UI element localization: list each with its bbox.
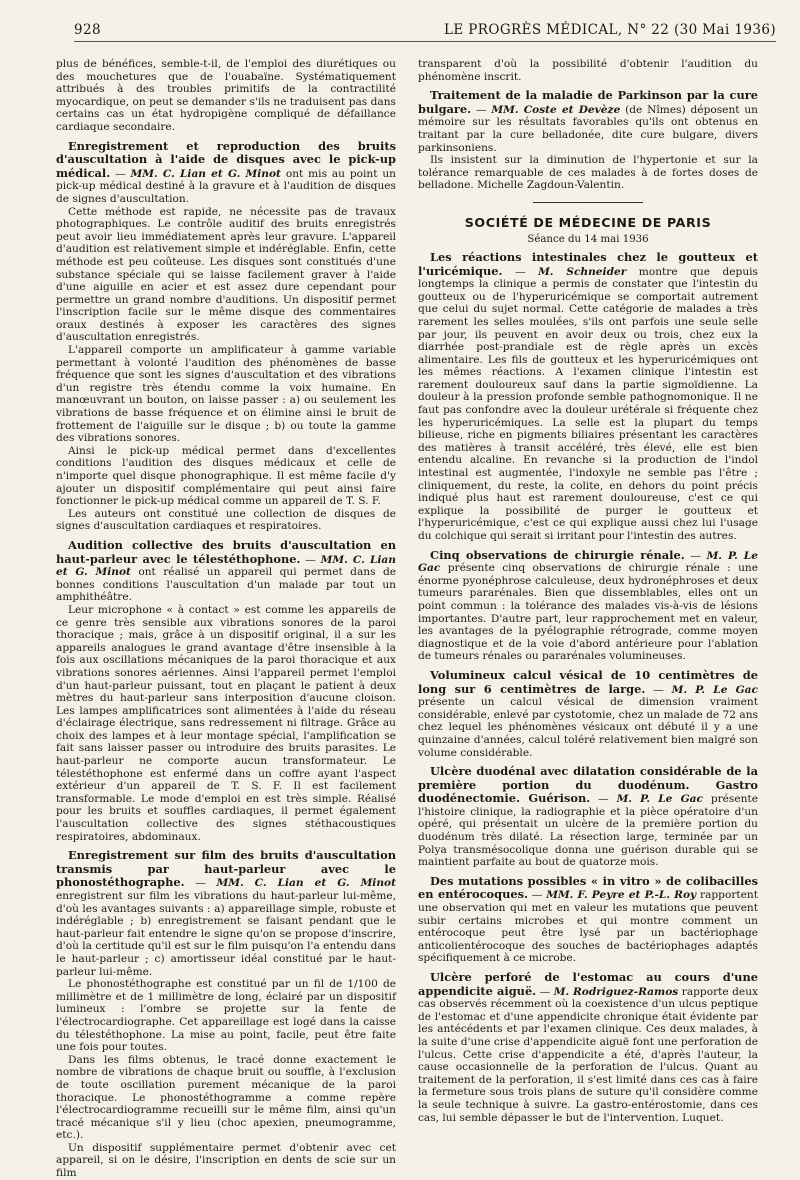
- paragraph: Dans les films obtenus, le tracé donne exactement le nombre de vibrations de chaque bruit ou souffle, à l'exclusion de toute oscillation purement mécanique de la paroi thoracique. Le phonostéthogramme a comme repère l'électrocardiogramme recueilli sur le même film, ainsi qu'un tracé mécanique s'il y lieu (choc apexien, pneumogramme, etc.).: [56, 1053, 396, 1142]
- society-title: SOCIÉTÉ DE MÉDECINE DE PARIS: [464, 214, 712, 230]
- section-divider: [533, 202, 643, 203]
- right-column: [418, 58, 758, 1124]
- paragraph: Le phonostéthographe est constitué par un fil de 1/100 de millimètre et de 1 millimètre de long, éclairé par un dispositif lumineux : l'ombre se projette sur la fente de l'électrocardiographe. Cet appareillage est logé dans la caisse du télestéthophone. La mise au point, facile, peut être faite une fois pour toutes.: [56, 978, 396, 1054]
- paragraph: Les auteurs ont constitué une collection de disques de signes d'auscultation cardiaques et respiratoires.: [56, 507, 396, 533]
- article-authors: M. Rodriguez-Ramos: [553, 985, 679, 998]
- running-title: LE PROGRÈS MÉDICAL, N° 22 (30 Mai 1936): [444, 22, 776, 38]
- paragraph: Ainsi le pick-up médical permet dans d'excellentes conditions l'audition des disques médicaux et celle de n'importe quel disque phonographique. Il est même facile d'y ajouter un dispositif complémentaire qui peut ainsi faire fonctionner le pick-up médical comme un appareil de T. S. F.: [56, 444, 396, 508]
- article-authors: MM. C. Lian et G. Minot: [216, 877, 396, 890]
- paragraph: Cette méthode est rapide, ne nécessite pas de travaux photographiques. Le contrôle auditif des bruits enregistrés peut avoir lieu immédiatement après leur gravure. L'appareil d'audition est relativement simple et indéréglable. Enfin, cette méthode est peu coûteuse. Les disques sont constitués d'une substance spéciale qui se laisse facilement graver à l'aide d'une aiguille en acier et est assez dure cependant pour permettre un grand nombre d'auditions. Un dispositif permet l'inscription facile sur le même disque des commentaires oraux destinés à exposer les caractères des signes d'auscultation enregistrés.: [56, 205, 396, 344]
- article-chirurgie-renale: Cinq observations de chirurgie rénale. — M. P. Le Gac présente cinq observations de chirurgie rénale : une énorme pyonéphrose calculeuse, deux hydronéphroses et deux tumeurs pararénales. Bien que dissemblables, elles ont un point commun : la tolérance des malades vis-à-vis de lésions importantes. D'autre part, leur rapprochement met en valeur, les avantages de la pyélographie rétrograde, comme moyen diagnostique et de la voie d'abord antérieure pour l'ablation de tumeurs rénales ou pararénales volumineuses.: [418, 547, 758, 663]
- article-authors: M. P. Le Gac: [616, 793, 703, 806]
- article-reactions-intestinales: Les réactions intestinales chez le goutteux et l'uricémique. — M. Schneider montre que depuis longtemps la clinique a permis de constater que l'intestin du goutteux ou de l'hyperuricémique se comportait autrement que celui du sujet normal. Cette catégorie de malades a très rarement les selles moulées, s'ils ont parfois une seule selle par jour, ils peuvent en avoir deux ou trois, chez eux la diarrhée post-prandiale est de règle après un excès alimentaire. Les fils de goutteux et les hyperuricémiques ont les mêmes réactions. A l'examen clinique l'intestin est rarement douloureux sauf dans la partie sigmoïdienne. La douleur à la pression profonde semble pathognomonique. Il ne faut pas confondre avec la douleur urétérale si fréquente chez les hyperuricémiques. La selle est la plupart du temps bilieuse, riche en pigments biliaires présentant les caractères des matières à transit accéléré, très élevé, elle est bien entendu alcaline. En revanche si la production de l'indol intestinal est augmentée, l'indoxyle ne semble pas l'être ; cliniquement, du reste, la colite, en dehors du point précis indiqué plus haut est rarement douloureuse, c'est ce qui explique la possibilité de purger le goutteux et l'hyperuricémique, c'est ce qui explique aussi chez lui l'usage du colchique qui serait si irritant pour l'intestin des autres.: [418, 249, 758, 542]
- article-parkinson: Traitement de la maladie de Parkinson par la cure bulgare. — MM. Coste et Devèze (de Nîmes) déposent un mémoire sur les résultats favorables qu'ils ont obtenus en traitant par la cure belladonée, dite cure bulgare, divers parkinsoniens.: [418, 88, 758, 154]
- article-telestethophone: Audition collective des bruits d'auscultation en haut-parleur avec le télestéthophone. — MM. C. Lian et G. Minot ont réalisé un appareil qui permet dans de bonnes conditions l'auscultation d'un malade par tout un amphithéâtre.: [56, 537, 397, 604]
- article-authors: MM. C. Lian et G. Minot: [56, 553, 396, 579]
- article-ulcere-perfore: Ulcère perforé de l'estomac au cours d'une appendicite aiguë. — M. Rodriguez-Ramos rapporte deux cas observés récemment où la coexistence d'un ulcus peptique de l'estomac et d'une appendicite chronique était évidente par les antécédents et par l'examen clinique. Ces deux malades, à la suite d'une crise d'appendicite aiguë font une perforation de l'ulcus. Cette crise d'appendicite a été, d'après l'auteur, la cause occasionnelle de la perforation de l'ulcus. Quant au traitement de la perforation, il s'est limité dans ces cas à faire la fermeture sous trois plans de suture qu'il considère comme la seule technique à suivre. La gastro-entérostomie, dans ces cas, lui semble dépasser le but de l'intervention. Luquet.: [418, 970, 758, 1124]
- article-calcul-vesical: Volumineux calcul vésical de 10 centimètres de long sur 6 centimètres de large. — M. P. Le Gac présente un calcul vésical de dimension vraiment considérable, enlevé par cystotomie, chez un malade de 72 ans chez lequel les phénomènes vésicaux ont débuté il y a une quinzaine d'années, calcul toléré relativement bien malgré son volume considérable.: [418, 667, 758, 759]
- signature: Michelle Zagdoun-Valentin.: [477, 179, 625, 192]
- paragraph: Leur microphone « à contact » est comme les appareils de ce genre très sensible aux vibrations sonores de la paroi thoracique ; mais, grâce à un dispositif original, il a sur les appareils analogues le grand avantage d'être insensible à la fois aux oscillations mécaniques de la paroi thoracique et aux vibrations sonores aériennes. Ainsi l'appareil permet l'emploi d'un haut-parleur puissant, tout en plaçant le patient à deux mètres du haut-parleur sans interposition d'aucune cloison. Les lampes amplificatrices sont alimentées à l'aide du réseau d'éclairage électrique, sans redressement ni filtrage. Grâce au choix des lampes et à leur montage spécial, l'amplification se fait sans laisser passer ou introduire des bruits parasites. Le haut-parleur ne comporte aucun transformateur. Le télestéthophone est enfermé dans un coffre ayant l'aspect extérieur d'un appareil de T. S. F. Il est facilement transformable. Le mode d'emploi en est très simple. Réalisé pour les bruits et souffles cardiaques, il permet également l'auscultation collective des signes stéthacoustiques respiratoires, abdominaux.: [56, 603, 396, 843]
- paragraph: Un dispositif supplémentaire permet d'obtenir avec cet appareil, si on le désire, l'inscription en dents de scie sur un film: [56, 1141, 396, 1180]
- paragraph: Ils insistent sur la diminution de l'hypertonie et sur la tolérance remarquable de ces malades à de fortes doses de belladone. Michelle Zagdoun-Valentin.: [418, 154, 758, 192]
- signature: Luquet.: [682, 1111, 724, 1124]
- article-authors: M. P. Le Gac: [418, 549, 758, 575]
- article-lian-minot-disques: Enregistrement et reproduction des bruits d'auscultation à l'aide de disques avec le pick-up médical. — MM. C. Lian et G. Minot ont mis au point un pick-up médical destiné à la gravure et à l'audition de disques de signes d'auscultation.: [56, 138, 396, 205]
- page-number: 928: [74, 22, 101, 38]
- article-title: Volumineux calcul vésical de 10 centimètres de long sur 6 centimètres de large.: [418, 667, 758, 696]
- article-title: Ulcère perforé de l'estomac au cours d'une appendicite aiguë.: [418, 970, 758, 998]
- article-authors: MM. F. Peyre et P.-L. Roy: [546, 889, 697, 902]
- article-authors: MM. Coste et Devèze: [491, 103, 621, 116]
- article-title: Cinq observations de chirurgie rénale.: [430, 547, 685, 562]
- article-title: Ulcère duodénal avec dilatation considérable de la première portion du duodénum. Gastro duodénectomie. Guérison.: [418, 764, 758, 806]
- page-header: [74, 20, 776, 42]
- article-phonostethographe: Enregistrement sur film des bruits d'auscultation transmis par haut-parleur avec le phonostéthographe. — MM. C. Lian et G. Minot enregistrent sur film les vibrations du haut-parleur lui-même, d'où les avantages suivants : a) appareillage simple, robuste et indéréglable ; b) enregistrement se faisant pendant que le haut-parleur fait entendre le signe qu'on se propose d'inscrire, d'où la certitude qu'il est sur le film puisqu'on l'a entendu dans le haut-parleur ; c) amortisseur idéal constitué par le haut-parleur lui-même.: [56, 848, 396, 978]
- session-date: Séance du 14 mai 1936: [527, 233, 649, 245]
- article-mutations-colibacilles: Des mutations possibles « in vitro » de colibacilles en entérocoques. — MM. F. Peyre et P.-L. Roy rapportent une observation qui met en valeur les mutations que peuvent subir certains microbes et qui montre comment un entérocoque peut être lysé par un bactériophage anticolientérocoque des souches de bactériophages adaptés spécifiquement à ce microbe.: [418, 873, 758, 965]
- left-column: [56, 58, 397, 1180]
- article-title: Des mutations possibles « in vitro » de colibacilles en entérocoques.: [418, 873, 758, 902]
- header-rule: [74, 41, 776, 42]
- article-authors: M. P. Le Gac: [671, 683, 758, 696]
- paragraph: transparent d'où la possibilité d'obtenir l'audition du phénomène inscrit.: [418, 58, 758, 83]
- article-authors: MM. C. Lian et G. Minot: [130, 167, 281, 180]
- article-title: Enregistrement et reproduction des bruits d'auscultation à l'aide de disques avec le pick-up médical.: [56, 138, 396, 180]
- article-authors: M. Schneider: [538, 265, 627, 278]
- article-ulcere-duodenal: Ulcère duodénal avec dilatation considérable de la première portion du duodénum. Gastro duodénectomie. Guérison. — M. P. Le Gac présente l'histoire clinique, la radiographie et la pièce opératoire d'un opéré, qui présentait un ulcère de la première portion du duodénum très dilaté. La résection large, terminée par un Polya transmésocolique donna une guérison durable qui se maintient parfaite au bout de quatorze mois.: [418, 764, 758, 869]
- article-title: Traitement de la maladie de Parkinson par la cure bulgare.: [418, 88, 758, 116]
- article-title: Audition collective des bruits d'auscultation en haut-parleur avec le télestéthophone.: [56, 537, 396, 566]
- article-title: Les réactions intestinales chez le goutteux et l'uricémique.: [418, 249, 758, 278]
- paragraph: plus de bénéfices, semble-t-il, de l'emploi des diurétiques ou des mouchetures que de l'ouabaïne. Systématiquement attribués à des troubles primitifs de la contractilité myocardique, on peut se demander s'ils ne traduisent pas dans certains cas un état hydropigène compliqué de défaillance cardiaque secondaire.: [56, 58, 396, 133]
- article-title: Enregistrement sur film des bruits d'auscultation transmis par haut-parleur avec le phonostéthographe.: [56, 848, 396, 890]
- paragraph: L'appareil comporte un amplificateur à gamme variable permettant à volonté l'audition des phénomènes de basse fréquence que sont les signes d'auscultation et des vibrations d'un registre très étendu comme la voix humaine. En manœuvrant un bouton, on laisse passer : a) ou seulement les vibrations de basse fréquence et on élimine ainsi le bruit de frottement de l'aiguille sur le disque ; b) ou toute la gamme des vibrations sonores.: [56, 344, 396, 445]
